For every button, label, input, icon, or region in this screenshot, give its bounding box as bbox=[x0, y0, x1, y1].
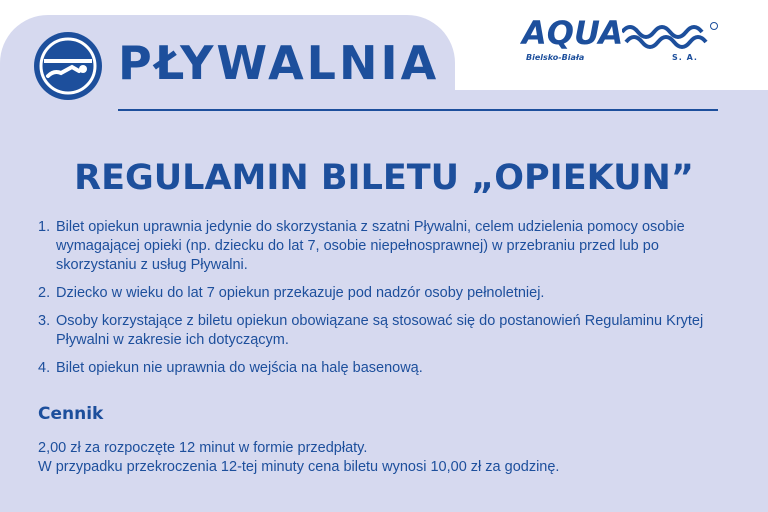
regulation-title: REGULAMIN BILETU „OPIEKUN” bbox=[74, 158, 694, 198]
rule-text: Dziecko w wieku do lat 7 opiekun przekazuje pod nadzór osoby pełnoletniej. bbox=[56, 285, 545, 301]
rule-number: 3. bbox=[38, 313, 51, 329]
rule-text: Bilet opiekun nie uprawnia do wejścia na halę basenową. bbox=[56, 360, 423, 376]
rule-text: Bilet opiekun uprawnia jedynie do skorzystania z szatni Pływalni, celem udzielenia pomocy osobie wymagającej opieki (np. dziecku do lat 7, osobie niepełnosprawnej) w przebraniu przed lub po skorzystaniu z usług Pływalni. bbox=[56, 219, 685, 273]
logo-city: Bielsko-Biała bbox=[526, 53, 585, 62]
rule-item bbox=[38, 312, 718, 350]
divider bbox=[118, 109, 718, 111]
rule-item bbox=[38, 218, 718, 275]
rules-list bbox=[38, 218, 718, 387]
rule-number: 2. bbox=[38, 285, 51, 301]
rule-item bbox=[38, 359, 718, 378]
pricing-lines bbox=[38, 439, 728, 477]
logo-wordmark: AQUA bbox=[522, 14, 624, 52]
page-title: PŁYWALNIA bbox=[118, 36, 440, 90]
pricing-heading: Cennik bbox=[38, 404, 104, 424]
aqua-logo bbox=[522, 14, 722, 68]
logo-suffix: S. A. bbox=[672, 53, 698, 62]
rule-item bbox=[38, 284, 718, 303]
rule-number: 4. bbox=[38, 360, 51, 376]
rule-text: Osoby korzystające z biletu opiekun obowiązane są stosować się do postanowień Regulaminu Krytej Pływalni w zakresie ich dotyczącym. bbox=[56, 313, 704, 348]
pricing-line: W przypadku przekroczenia 12-tej minuty cena biletu wynosi 10,00 zł za godzinę. bbox=[38, 459, 560, 475]
pricing-line: 2,00 zł za rozpoczęte 12 minut w formie przedpłaty. bbox=[38, 440, 368, 456]
rule-number: 1. bbox=[38, 219, 51, 235]
swimmer-icon bbox=[34, 32, 102, 100]
